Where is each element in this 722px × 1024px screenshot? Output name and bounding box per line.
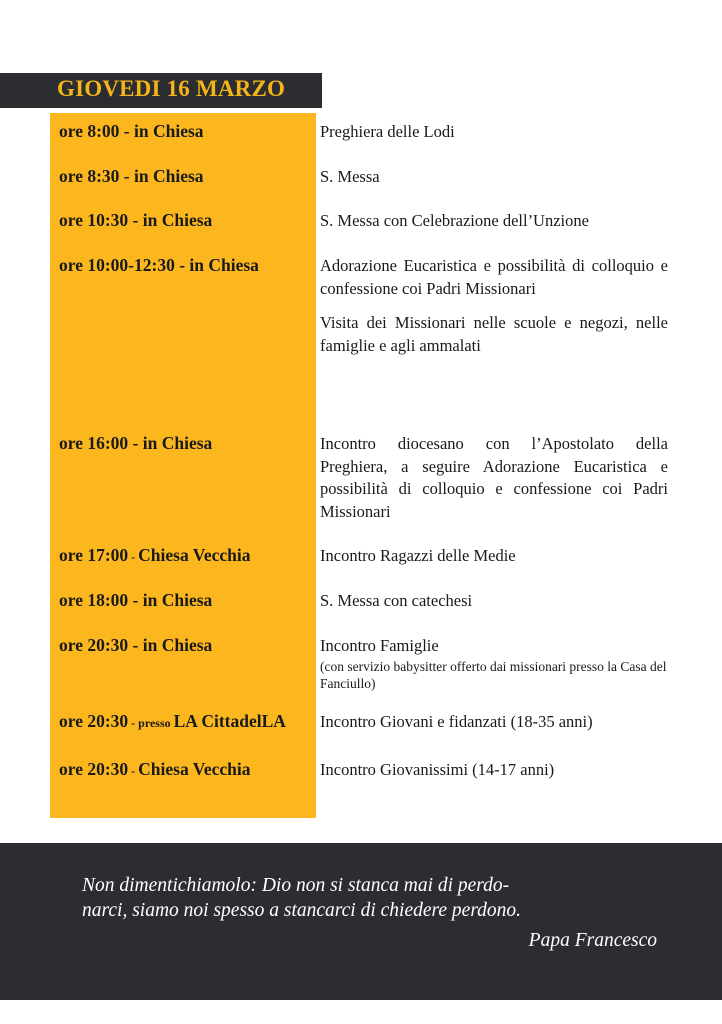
time-place: Chiesa Vecchia xyxy=(138,759,251,779)
time-value: ore 20:30 xyxy=(59,759,129,779)
schedule-description: Incontro Ragazzi delle Medie xyxy=(320,546,516,565)
quote-text xyxy=(82,873,657,923)
schedule-time xyxy=(59,545,250,566)
quote-line: narci, siamo noi spesso a stancarci di chiedere perdono. xyxy=(82,900,522,921)
schedule-time xyxy=(59,759,250,780)
time-place: Chiesa Vecchia xyxy=(138,545,251,565)
time-value: ore 20:30 xyxy=(59,711,129,731)
schedule-time: ore 20:30 - in Chiesa xyxy=(59,635,213,655)
schedule-time: ore 16:00 - in Chiesa xyxy=(59,433,213,453)
page-title: GIOVEDI 16 MARZO xyxy=(57,76,286,101)
time-separator: - xyxy=(128,764,139,778)
schedule-time: ore 18:00 - in Chiesa xyxy=(59,590,213,610)
schedule-description: Preghiera delle Lodi xyxy=(320,122,455,141)
schedule-description: Adorazione Eucaristica e possibilità di colloquio e confessione coi Padri Missionari xyxy=(320,256,668,298)
schedule-description: Incontro Famiglie xyxy=(320,636,439,655)
schedule-description-block xyxy=(320,635,668,692)
schedule-time xyxy=(59,711,286,732)
time-value: ore 17:00 xyxy=(59,545,129,565)
schedule-description: Incontro Giovanissimi (14-17 anni) xyxy=(320,760,555,779)
time-separator: - presso xyxy=(128,716,174,730)
schedule-description-block xyxy=(320,255,668,357)
schedule-time: ore 10:30 - in Chiesa xyxy=(59,210,213,230)
schedule-description: S. Messa con catechesi xyxy=(320,591,473,610)
time-place: LA CittadelLA xyxy=(173,711,286,731)
schedule-description-secondary: Visita dei Missionari nelle scuole e negozi, nelle famiglie e agli ammalati xyxy=(320,313,668,355)
schedule-note: (con servizio babysitter offerto dai missionari presso la Casa del Fanciullo) xyxy=(320,658,667,691)
schedule-description: Incontro Giovani e fidanzati (18-35 anni) xyxy=(320,712,593,731)
schedule-description: S. Messa con Celebrazione dell’Unzione xyxy=(320,211,589,230)
schedule-time: ore 8:00 - in Chiesa xyxy=(59,121,204,141)
time-separator: - xyxy=(128,550,139,564)
schedule-description: S. Messa xyxy=(320,167,380,186)
quote-line: Non dimentichiamolo: Dio non si stanca mai di perdo- xyxy=(82,875,510,896)
schedule-time: ore 8:30 - in Chiesa xyxy=(59,166,204,186)
schedule-description: Incontro diocesano con l’Apostolato della Preghiera, a seguire Adorazione Eucaristica e possibilità di colloquio e confessione coi Padri Missionari xyxy=(320,434,668,521)
quote-author: Papa Francesco xyxy=(528,930,657,951)
schedule-time: ore 10:00-12:30 - in Chiesa xyxy=(59,255,259,275)
